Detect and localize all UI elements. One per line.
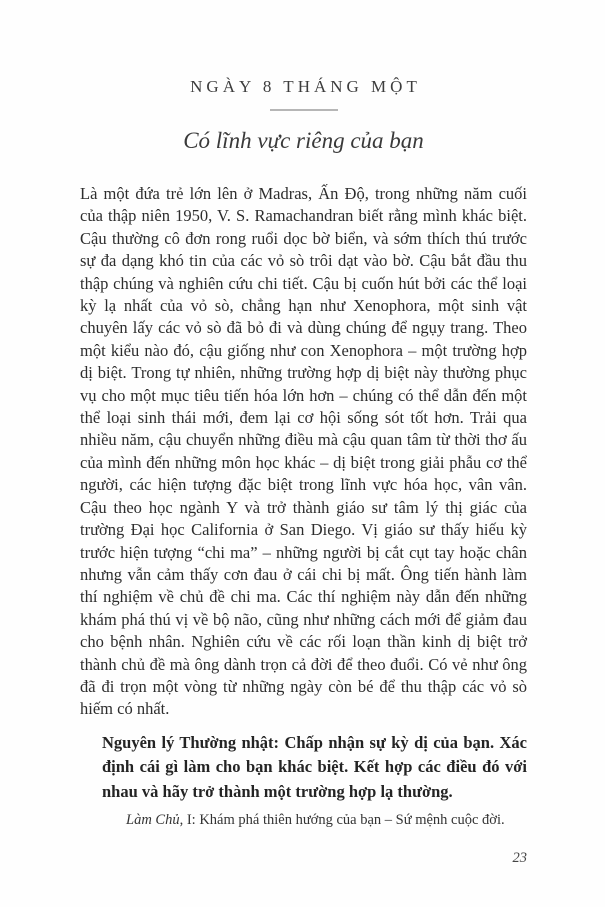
section-divider	[270, 109, 338, 111]
chapter-title: Có lĩnh vực riêng của bạn	[183, 128, 424, 153]
source-attribution	[80, 811, 527, 830]
daily-law-principle: Nguyên lý Thường nhật: Chấp nhận sự kỳ dị của bạn. Xác định cái gì làm cho bạn khác biệt. Kết hợp các điều đó với nhau và hãy trở thành một trường hợp lạ thường.	[102, 732, 527, 801]
attribution-text: , I: Khám phá thiên hướng của bạn – Sứ mệnh cuộc đời.	[179, 812, 505, 829]
source-title: Làm Chủ	[126, 812, 180, 829]
body-paragraph: Là một đứa trẻ lớn lên ở Madras, Ấn Độ, trong những năm cuối của thập niên 1950, V. S. Ramachandran biết rằng mình khác biệt. Cậu thường cô đơn rong ruổi dọc bờ biển, và sớm thích thú trước sự đa dạng khó tin của các vỏ sò trôi dạt vào bờ. Cậu bắt đầu thu thập chúng và nghiên cứu chi tiết. Cậu bị cuốn hút bởi các thể loại kỳ lạ nhất của vỏ sò, chẳng hạn như Xenophora, một sinh vật chuyên lấy các vỏ sò đã bỏ đi và dùng chúng để ngụy trang. Theo một kiểu nào đó, cậu giống như con Xenophora – một trường hợp dị biệt. Trong tự nhiên, những trường hợp dị biệt này thường phục vụ cho một mục tiêu tiến hóa lớn hơn – chúng có thể dẫn đến một thể loại sinh thái mới, đem lại cơ hội sống sót tốt hơn. Trải qua nhiều năm, cậu chuyển những điều mà cậu quan tâm từ thời thơ ấu của mình đến những môn học khác – dị biệt trong giải phẫu cơ thể người, các hiện tượng đặc biệt trong lĩnh vực hóa học, vân vân. Cậu theo học ngành Y và trở thành giáo sư tâm lý thị giác của trường Đại học California ở San Diego. Vị giáo sư thấy hiếu kỳ trước hiện tượng “chi ma” – những người bị cắt cụt tay hoặc chân nhưng vẫn cảm thấy cơn đau ở cái chi bị mất. Ông tiến hành làm thí nghiệm về chủ đề chi ma. Các thí nghiệm này dẫn đến những khám phá thú vị về bộ não, cũng như những cách mới để giảm đau cho bệnh nhân. Nghiên cứu về các rối loạn thần kinh dị biệt trở thành chủ đề mà ông dành trọn cả đời để theo đuổi. Có vẻ như ông đã đi trọn một vòng từ những ngày còn bé để thu thập các vỏ sò hiếm có nhất.	[80, 184, 527, 719]
date-heading: NGÀY 8 THÁNG MỘT	[190, 77, 421, 96]
page-number: 23	[512, 850, 527, 866]
